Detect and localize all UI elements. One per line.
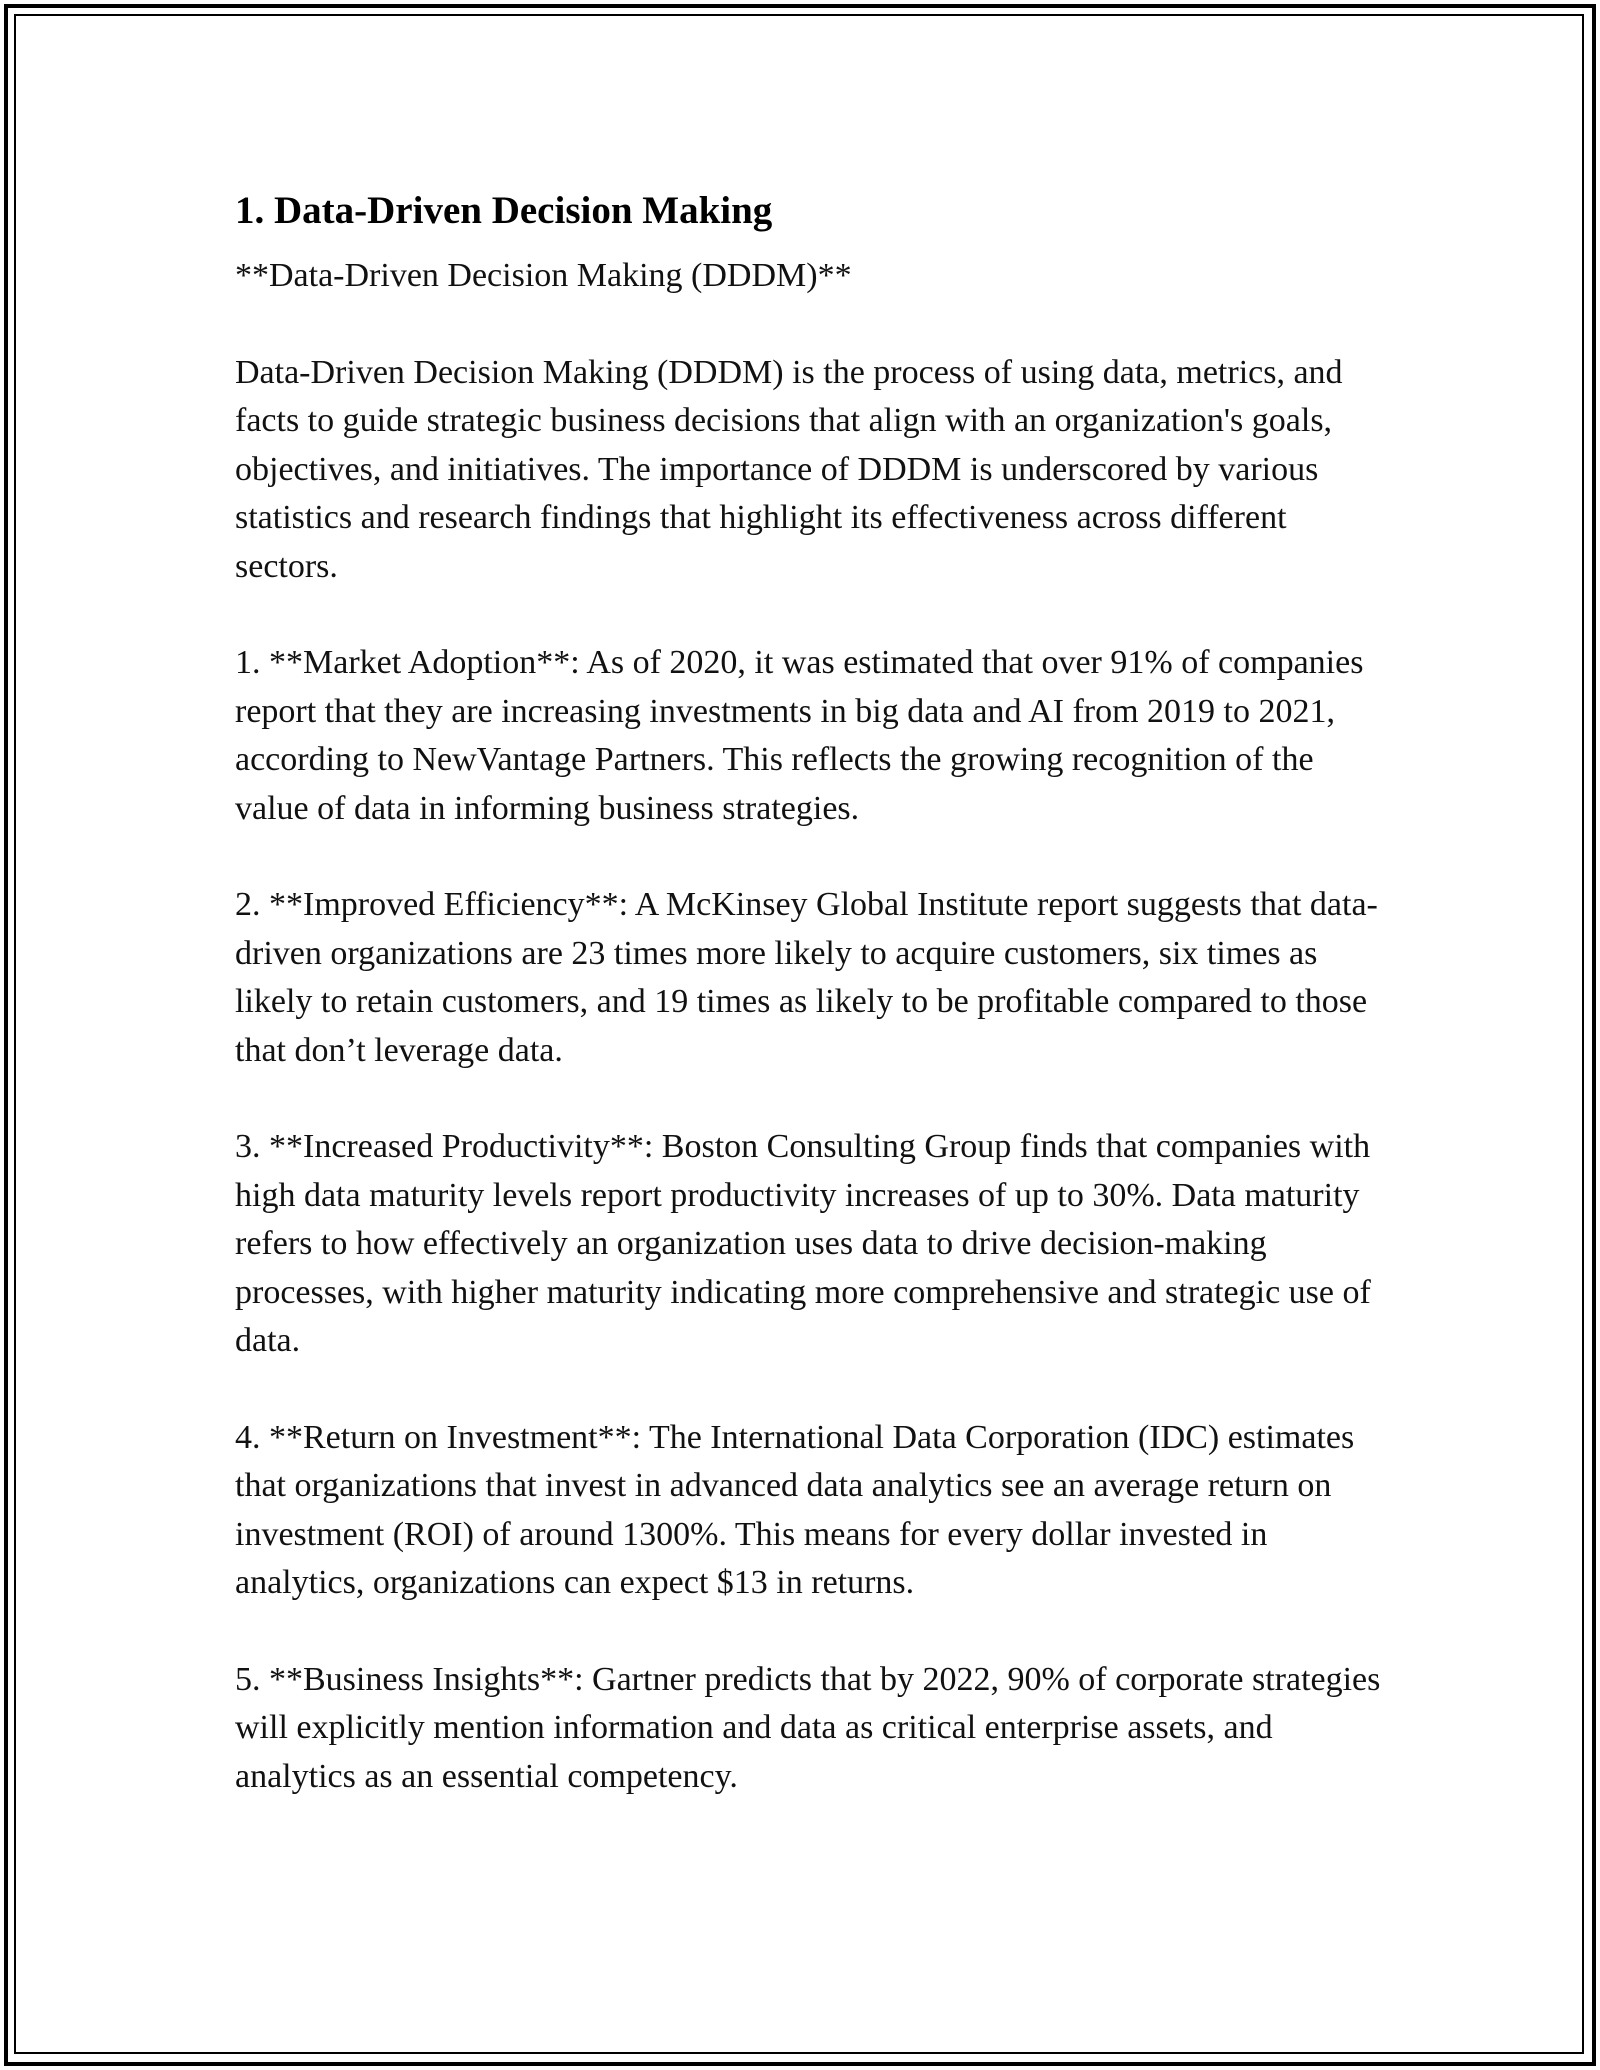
list-item-return-on-investment: 4. **Return on Investment**: The International Data Corporation (IDC) estimates that organizations that invest in advanced data analytics see an average return on investment (ROI) of around 1300%. This means for every dollar invested in analytics, organizations can expect $13 in returns. bbox=[235, 1418, 1355, 1601]
list-item-market-adoption: 1. **Market Adoption**: As of 2020, it was estimated that over 91% of companies report that they are increasing investments in big data and AI from 2019 to 2021, according to NewVantage Partners. This reflects the growing recognition of the value of data in informing business strategies. bbox=[235, 644, 1364, 827]
list-item-increased-productivity: 3. **Increased Productivity**: Boston Consulting Group finds that companies with high data maturity levels report productivity increases of up to 30%. Data maturity refers to how effectively an organization uses data to drive decision-making processes, with higher maturity indicating more comprehensive and strategic use of data. bbox=[235, 1128, 1371, 1359]
document-body bbox=[235, 186, 1385, 1849]
intro-paragraph: Data-Driven Decision Making (DDDM) is the process of using data, metrics, and facts to guide strategic business decisions that align with an organization's goals, objectives, and initiatives. The importance of DDDM is underscored by various statistics and research findings that highlight its effectiveness across different sectors. bbox=[235, 353, 1343, 585]
section-subtitle: **Data-Driven Decision Making (DDDM)** bbox=[235, 257, 852, 294]
list-item-business-insights: 5. **Business Insights**: Gartner predicts that by 2022, 90% of corporate strategies will explicitly mention information and data as critical enterprise assets, and analytics as an essential competency. bbox=[235, 1660, 1381, 1795]
list-item-improved-efficiency: 2. **Improved Efficiency**: A McKinsey Global Institute report suggests that data-driven organizations are 23 times more likely to acquire customers, six times as likely to retain customers, and 19 times as likely to be profitable compared to those that don’t leverage data. bbox=[235, 886, 1378, 1069]
section-heading: 1. Data-Driven Decision Making bbox=[235, 189, 773, 232]
